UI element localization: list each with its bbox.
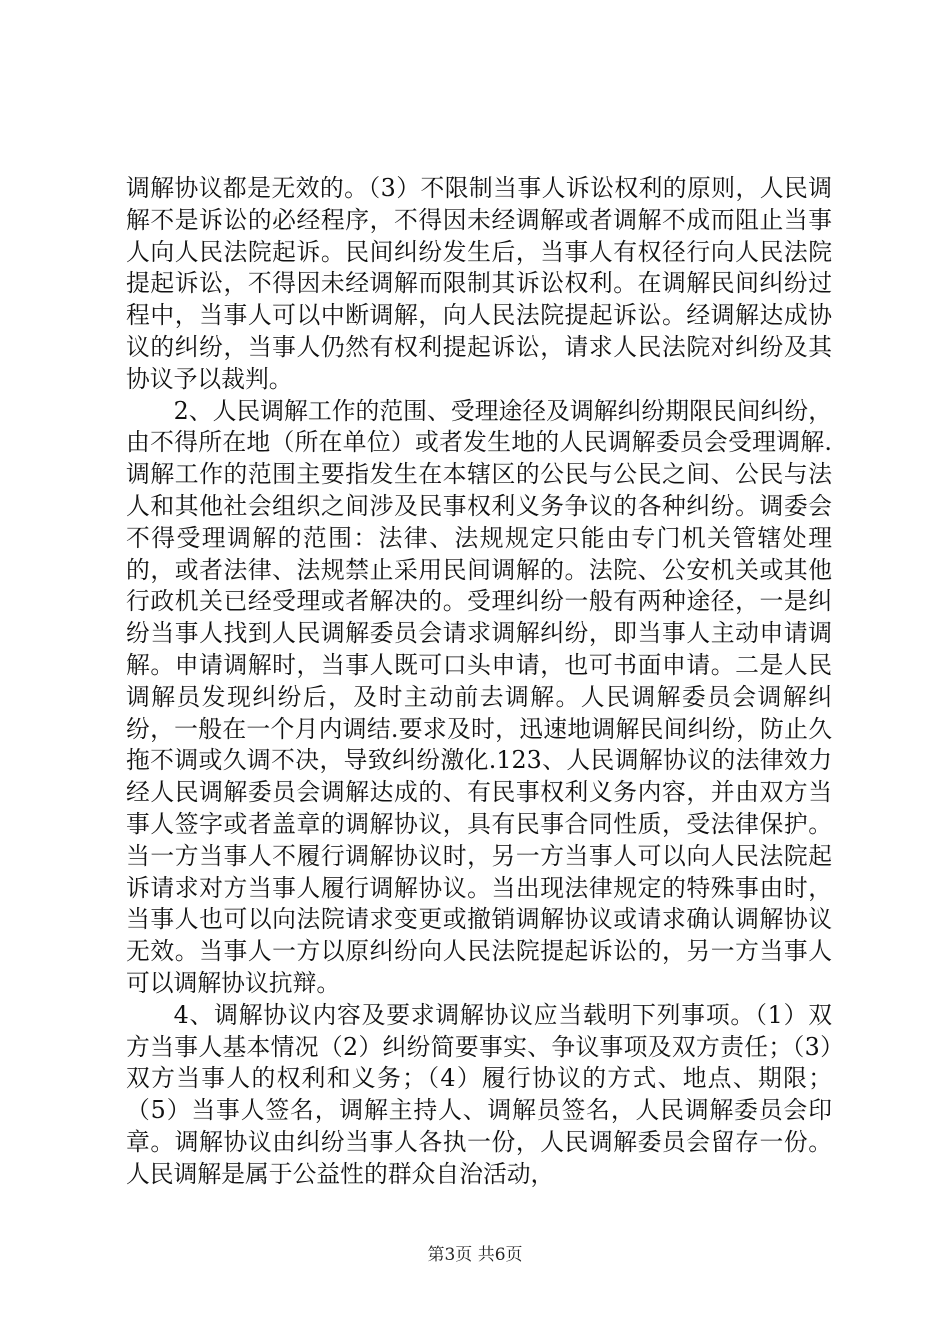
- document-body: [126, 173, 832, 1191]
- page-number-label: 第3页 共6页: [427, 1245, 523, 1265]
- paragraph-3: 4、调解协议内容及要求调解协议应当载明下列事项。（1）双方当事人基本情况（2）纠纷简要事实、争议事项及双方责任；（3）双方当事人的权利和义务；（4）履行协议的方式、地点、期限；（5）当事人签名，调解主持人、调解员签名，人民调解委员会印章。调解协议由纠纷当事人各执一份，人民调解委员会留存一份。人民调解是属于公益性的群众自治活动，: [126, 1000, 832, 1188]
- page-footer: [0, 1244, 950, 1266]
- paragraph-2: 2、人民调解工作的范围、受理途径及调解纠纷期限民间纠纷，由不得所在地（所在单位）或者发生地的人民调解委员会受理调解.调解工作的范围主要指发生在本辖区的公民与公民之间、公民与法人和其他社会组织之间涉及民事权利义务争议的各种纠纷。调委会不得受理调解的范围：法律、法规规定只能由专门机关管辖处理的，或者法律、法规禁止采用民间调解的。法院、公安机关或其他行政机关已经受理或者解决的。受理纠纷一般有两种途径，一是纠纷当事人找到人民调解委员会请求调解纠纷，即当事人主动申请调解。申请调解时，当事人既可口头申请，也可书面申请。二是人民调解员发现纠纷后，及时主动前去调解。人民调解委员会调解纠纷，一般在一个月内调结.要求及时，迅速地调解民间纠纷，防止久拖不调或久调不决，导致纠纷激化.123、人民调解协议的法律效力经人民调解委员会调解达成的、有民事权利义务内容，并由双方当事人签字或者盖章的调解协议，具有民事合同性质，受法律保护。当一方当事人不履行调解协议时，另一方当事人可以向人民法院起诉请求对方当事人履行调解协议。当出现法律规定的特殊事由时，当事人也可以向法院请求变更或撤销调解协议或请求确认调解协议无效。当事人一方以原纠纷向人民法院提起诉讼的，另一方当事人可以调解协议抗辩。: [126, 396, 832, 997]
- paragraph-1: 调解协议都是无效的。（3）不限制当事人诉讼权利的原则，人民调解不是诉讼的必经程序，不得因未经调解或者调解不成而阻止当事人向人民法院起诉。民间纠纷发生后，当事人有权径行向人民法院提起诉讼，不得因未经调解而限制其诉讼权利。在调解民间纠纷过程中，当事人可以中断调解，向人民法院提起诉讼。经调解达成协议的纠纷，当事人仍然有权利提起诉讼，请求人民法院对纠纷及其协议予以裁判。: [126, 174, 832, 393]
